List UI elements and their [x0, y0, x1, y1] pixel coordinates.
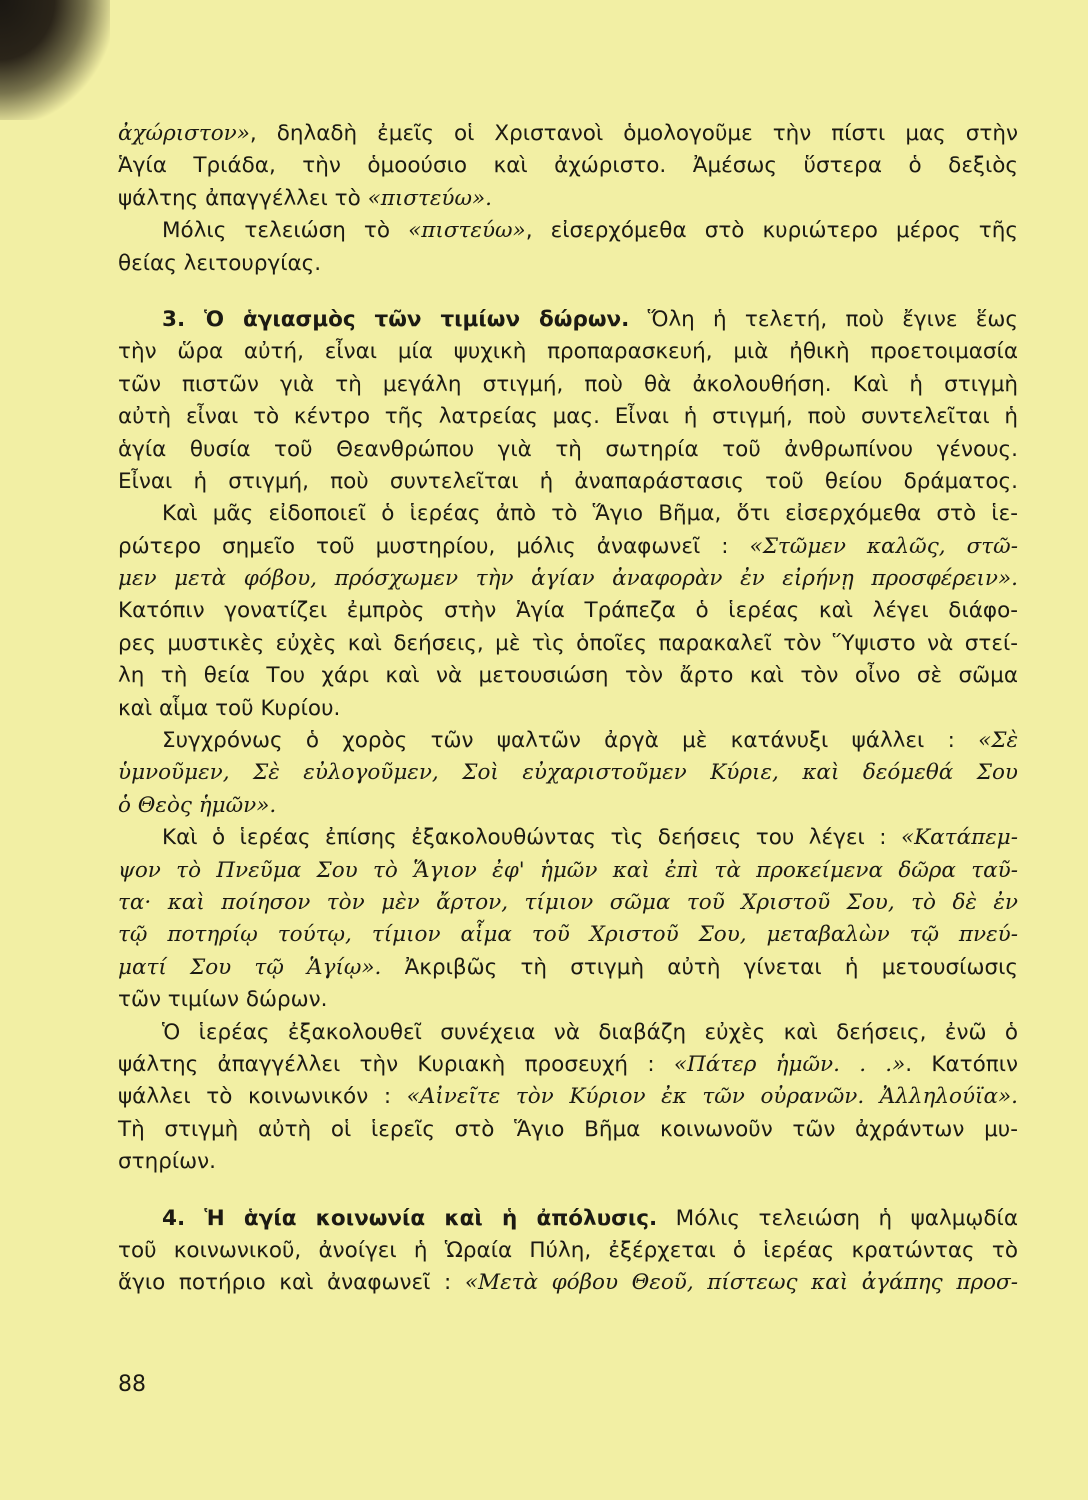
text-line: ὁ Θεὸς ἡμῶν». [118, 792, 277, 818]
text-line: ρες μυστικὲς εὐχὲς καὶ δεήσεις, μὲ τὶς ὁποῖες παρακαλεῖ τὸν Ὕψιστο νὰ στεί- [118, 630, 1018, 656]
text-line: Μόλις τελειώση τὸ «πιστεύω», εἰσερχόμεθα στὸ κυριώτερο μέρος τῆς [162, 218, 1018, 244]
section-heading-line: 3. Ὁ ἁγιασμὸς τῶν τιμίων δώρων. Ὅλη ἡ τελετή, ποὺ ἔγινε ἕως [162, 306, 1018, 332]
text-line: λη τὴ θεία Του χάρι καὶ νὰ μετουσιώση τὸν ἄρτο καὶ τὸν οἶνο σὲ σῶμα [118, 663, 1018, 689]
text-line: αὐτὴ εἶναι τὸ κέντρο τῆς λατρείας μας. Εἶναι ἡ στιγμή, ποὺ συντελεῖται ἡ [118, 404, 1018, 430]
text-line: θείας λειτουργίας. [118, 250, 322, 276]
text-line: Καὶ ὁ ἱερέας ἐπίσης ἐξακολουθώντας τὶς δεήσεις του λέγει : «Κατάπεμ- [162, 825, 1018, 851]
text-line: ψάλτης ἀπαγγέλλει τὴν Κυριακὴ προσευχή : «Πάτερ ἡμῶν. . .». Κατόπιν [118, 1051, 1019, 1077]
text-line: Καὶ μᾶς εἰδοποιεῖ ὁ ἱερέας ἀπὸ τὸ Ἅγιο Βῆμα, ὅτι εἰσερχόμεθα στὸ ἱε- [162, 501, 1018, 527]
text-line: καὶ αἷμα τοῦ Κυρίου. [118, 695, 341, 721]
text-line: στηρίων. [118, 1149, 216, 1175]
section-heading-line: 4. Ἡ ἁγία κοινωνία καὶ ἡ ἀπόλυσις. Μόλις τελειώση ἡ ψαλμῳδία [162, 1205, 1018, 1231]
text-line: ἀχώριστον», δηλαδὴ ἐμεῖς οἱ Χριστανοὶ ὁμολογοῦμε τὴν πίστι μας στὴν [118, 121, 1018, 146]
text-line: μεν μετὰ φόβου, πρόσχωμεν τὴν ἁγίαν ἀναφορὰν ἐν εἰρήνῃ προσφέρειν». [118, 566, 1018, 592]
text-line: τῶν πιστῶν γιὰ τὴ μεγάλη στιγμή, ποὺ θὰ ἀκολουθήση. Καὶ ἡ στιγμὴ [118, 371, 1018, 397]
text-line: τῶν τιμίων δώρων. [118, 987, 328, 1013]
text-line: τοῦ κοινωνικοῦ, ἀνοίγει ἡ Ὡραία Πύλη, ἐξέρχεται ὁ ἱερέας κρατώντας τὸ [118, 1237, 1018, 1263]
text-line: Ἁγία Τριάδα, τὴν ὁμοούσιο καὶ ἀχώριστο. Ἀμέσως ὕστερα ὁ δεξιὸς [118, 153, 1018, 179]
text-line: ἁγία θυσία τοῦ Θεανθρώπου γιὰ τὴ σωτηρία τοῦ ἀνθρωπίνου γένους. [118, 436, 1018, 462]
page-number: 88 [118, 1372, 146, 1397]
text-line: τὴν ὥρα αὐτή, εἶναι μία ψυχικὴ προπαρασκευή, μιὰ ἠθικὴ προετοιμασία [118, 339, 1018, 365]
section-heading: 4. Ἡ ἁγία κοινωνία καὶ ἡ ἀπόλυσις. [162, 1205, 658, 1231]
text-line: Συγχρόνως ὁ χορὸς τῶν ψαλτῶν ἀργὰ μὲ κατάνυξι ψάλλει : «Σὲ [162, 728, 1018, 754]
text-line: ὑμνοῦμεν, Σὲ εὐλογοῦμεν, Σοὶ εὐχαριστοῦμεν Κύριε, καὶ δεόμεθά Σου [118, 760, 1018, 786]
text-line: Ὁ ἱερέας ἐξακολουθεῖ συνέχεια νὰ διαβάζη εὐχὲς καὶ δεήσεις, ἐνῶ ὁ [162, 1019, 1018, 1045]
text-line: Τὴ στιγμὴ αὐτὴ οἱ ἱερεῖς στὸ Ἅγιο Βῆμα κοινωνοῦν τῶν ἀχράντων μυ- [118, 1116, 1018, 1142]
text-line: Κατόπιν γονατίζει ἐμπρὸς στὴν Ἁγία Τράπεζα ὁ ἱερέας καὶ λέγει διάφο- [118, 598, 1018, 624]
text-line: Εἶναι ἡ στιγμή, ποὺ συντελεῖται ἡ ἀναπαράστασις τοῦ θείου δράματος. [118, 468, 1018, 494]
text-line: τα· καὶ ποίησον τὸν μὲν ἄρτον, τίμιον σῶμα τοῦ Χριστοῦ Σου, τὸ δὲ ἐν [118, 889, 1018, 915]
scan-edge-shadow [0, 0, 110, 120]
text-line: τῷ ποτηρίῳ τούτῳ, τίμιον αἷμα τοῦ Χριστοῦ Σου, μεταβαλὼν τῷ πνεύ- [118, 922, 1018, 948]
text-line: ψάλτης ἀπαγγέλλει τὸ «πιστεύω». [118, 185, 492, 211]
text-line: ψάλλει τὸ κοινωνικόν : «Αἰνεῖτε τὸν Κύριον ἐκ τῶν οὐρανῶν. Ἀλληλούϊα». [118, 1084, 1018, 1110]
text-line: ἅγιο ποτήριο καὶ ἀναφωνεῖ : «Μετὰ φόβου Θεοῦ, πίστεως καὶ ἀγάπης προσ- [118, 1270, 1018, 1296]
text-line: ρώτερο σημεῖο τοῦ μυστηρίου, μόλις ἀναφωνεῖ : «Στῶμεν καλῶς, στῶ- [118, 533, 1018, 559]
section-heading: 3. Ὁ ἁγιασμὸς τῶν τιμίων δώρων. [162, 306, 630, 332]
text-line: ματί Σου τῷ Ἁγίῳ». Ἀκριβῶς τὴ στιγμὴ αὐτὴ γίνεται ἡ μετουσίωσις [118, 954, 1018, 980]
body-text [118, 118, 1018, 1300]
text-line: ψον τὸ Πνεῦμα Σου τὸ Ἅγιον ἐφ' ἡμῶν καὶ ἐπὶ τὰ προκείμενα δῶρα ταῦ- [118, 857, 1018, 883]
